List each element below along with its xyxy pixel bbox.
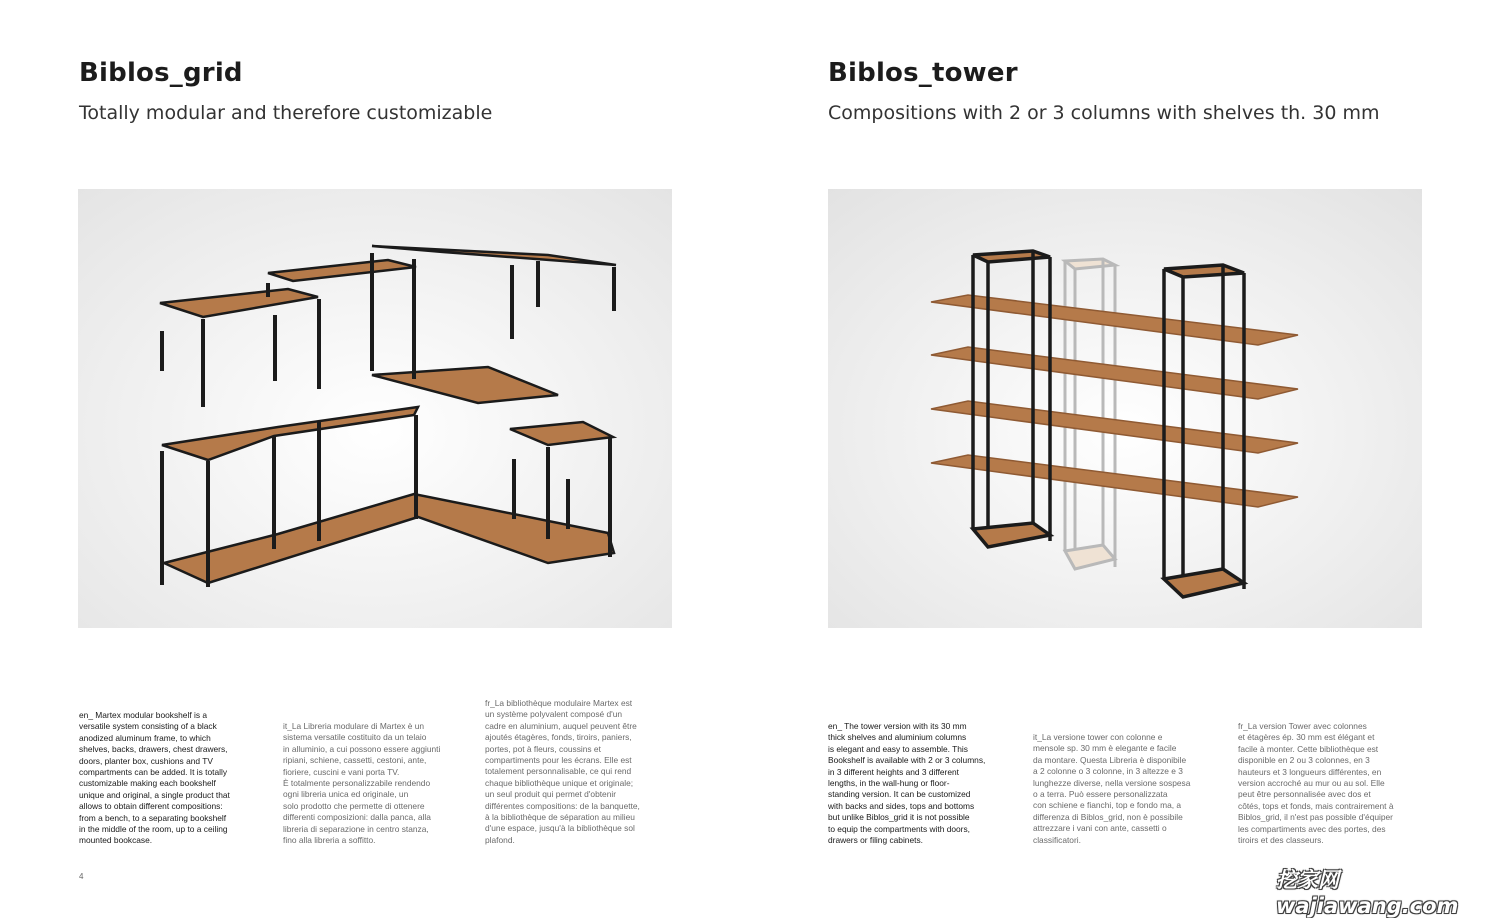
grid-text-en: en_ Martex modular bookshelf is a versatile system consisting of a black anodized aluminum frame, to which shelves, backs, drawers, chest drawers, doors, planter box, cushions and TV compartments can be added. It is totally customizable making each bookshelf unique and original, a single product that allows to obtain different compositions: from a bench, to a separating bookshelf in the middle of the room, up to a ceiling mounted bookcase. bbox=[79, 710, 230, 846]
grid-subtitle: Totally modular and therefore customizable bbox=[79, 102, 493, 124]
tower-text-it: it_La versione tower con colonne e mensole sp. 30 mm è elegante e facile da montare. Questa Libreria è disponibile a 2 colonne o 3 colonne, in 3 altezze e 3 lunghezze diverse, nella versione sospesa o a terra. Può essere personalizzata con schiene e fianchi, top e fondo ma, a differenza di Biblos_grid, non è possibile attrezzare i vani con ante, cassetti o classificatori. bbox=[1033, 732, 1191, 845]
grid-bookshelf-photo bbox=[78, 189, 672, 628]
tower-subtitle: Compositions with 2 or 3 columns with shelves th. 30 mm bbox=[828, 102, 1380, 124]
tower-text-en: en_ The tower version with its 30 mm thick shelves and aluminium columns is elegant and easy to assemble. This Bookshelf is available with 2 or 3 columns, in 3 different heights and 3 different lengths, in the wall-hung or floor- standing version. It can be customized with backs and sides, tops and bottoms but unlike Biblos_grid it is not possible to equip the compartments with doors, drawers or filing cabinets. bbox=[828, 721, 986, 846]
grid-title: Biblos_grid bbox=[79, 58, 243, 88]
tower-bookshelf-photo bbox=[828, 189, 1422, 628]
watermark: 挖家网 wajiawang.com bbox=[1276, 868, 1459, 918]
page-number: 4 bbox=[79, 872, 84, 881]
grid-text-it: it_La Libreria modulare di Martex è un sistema versatile costituito da un telaio in alluminio, a cui possono essere aggiunti ripiani, schiene, cassetti, cestoni, ante, fioriere, cuscini e vani porta TV. È totalmente personalizzabile rendendo ogni libreria unica ed originale, un solo prodotto che permette di ottenere differenti composizioni: dalla panca, alla libreria di separazione in centro stanza, fino alla libreria a soffitto. bbox=[283, 721, 441, 846]
tower-text-fr: fr_La version Tower avec colonnes et étagères ép. 30 mm est élégant et facile à monter. Cette bibliothèque est disponible en 2 ou 3 colonnes, en 3 hauteurs et 3 longueurs différentes, en version accroché au mur ou au sol. Elle peut être personnalisée avec dos et côtés, tops et fonds, mais contrairement à Biblos_grid, il n'est pas possible d'équiper les compartiments avec des portes, des tiroirs et des classeurs. bbox=[1238, 721, 1394, 846]
grid-text-fr: fr_La bibliothèque modulaire Martex est un système polyvalent composé d'un cadre en aluminium, auquel peuvent être ajoutés étagères, fonds, tiroirs, paniers, portes, pot à fleurs, coussins et compartiments pour les écrans. Elle est totalement personnalisable, ce qui rend chaque bibliothèque unique et originale; un seul produit qui permet d'obtenir différentes compositions: de la banquette, à la bibliothèque de séparation au milieu d'une espace, jusqu'à la bibliothèque sol plafond. bbox=[485, 698, 640, 845]
tower-title: Biblos_tower bbox=[828, 58, 1018, 88]
